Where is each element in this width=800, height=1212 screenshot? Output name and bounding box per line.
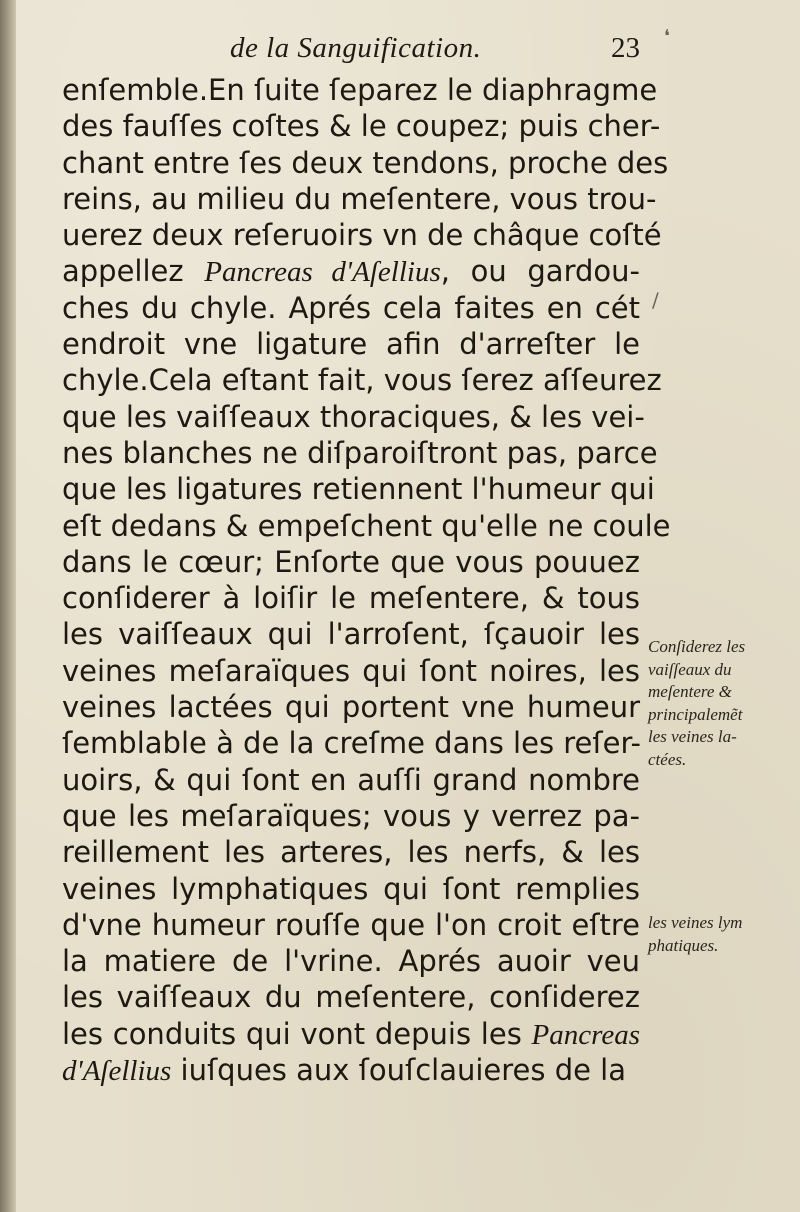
margin-note-line: Conſiderez les — [648, 637, 746, 656]
text-line: que les meſaraïques; vous y verrez pa- — [62, 798, 640, 833]
margin-note-vessels — [648, 636, 798, 771]
page-gutter-shadow — [0, 0, 16, 1212]
page-number: 23 — [611, 32, 640, 64]
ink-speck-mark: ❛ — [664, 26, 670, 47]
body-text — [62, 72, 671, 1088]
text-segment: , ou gardou- — [440, 254, 640, 289]
ink-stroke-mark: / — [652, 288, 659, 312]
text-line — [62, 1016, 640, 1052]
italic-term: Pancreas — [531, 1018, 640, 1051]
text-line: conſiderer à loiſir le meſentere, & tous — [62, 581, 640, 616]
margin-note-line: vaiſſeaux du — [648, 659, 732, 679]
text-line: dans le cœur; Enſorte que vous pouuez — [62, 544, 640, 579]
text-line: ſemblable à de la creſme dans les reſer- — [62, 726, 641, 761]
text-line: eſt dedans & empeſchent qu'elle ne coule — [62, 508, 671, 543]
text-line — [62, 1052, 640, 1088]
text-line: ches du chyle. Aprés cela faites en cét — [62, 290, 640, 325]
text-line: chyle.Cela eſtant fait, vous ſerez aſſeurez — [62, 363, 662, 398]
italic-term: Pancreas d'Aſellius — [204, 256, 441, 289]
text-segment: appellez — [62, 254, 205, 289]
text-segment: les conduits qui vont depuis les — [62, 1016, 532, 1051]
text-line: nes blanches ne diſparoiſtront pas, parce — [62, 435, 658, 470]
text-line: que les ligatures retiennent l'humeur qui — [62, 472, 655, 507]
text-line: veines meſaraïques qui ſont noires, les — [62, 653, 640, 688]
text-line: chant entre ſes deux tendons, proche des — [62, 145, 669, 180]
italic-term: d'Aſellius — [62, 1055, 172, 1088]
text-line: enſemble.En ſuite ſeparez le diaphragme — [62, 73, 658, 107]
margin-note-lymphatics — [648, 912, 798, 957]
text-line: la matiere de l'vrine. Aprés auoir veu — [62, 944, 640, 979]
text-line — [62, 253, 640, 289]
margin-note-line: les veines la- — [648, 727, 737, 746]
margin-note-line: les veines lym — [648, 913, 743, 932]
margin-note-line: ctées. — [648, 749, 687, 769]
text-line: endroit vne ligature afin d'arreſter le — [62, 327, 640, 362]
text-line: les vaiſſeaux qui l'arroſent, ſçauoir les — [62, 617, 640, 652]
running-head: de la Sanguification. — [230, 32, 482, 64]
text-line: uerez deux reſeruoirs vn de châque coſté — [62, 218, 662, 253]
text-line: que les vaiſſeaux thoraciques, & les vei- — [62, 399, 645, 434]
page-header — [60, 28, 640, 72]
text-line: uoirs, & qui ſont en auſſi grand nombre — [62, 762, 640, 797]
margin-note-line: meſentere & — [648, 682, 732, 701]
text-line: reins, au milieu du meſentere, vous trou- — [62, 181, 657, 216]
margin-note-line: phatiques. — [648, 935, 719, 955]
text-line: reillement les arteres, les nerfs, & les — [62, 835, 640, 870]
text-line: les vaiſſeaux du meſentere, conſiderez — [62, 980, 640, 1015]
text-segment: iuſques aux ſouſclauieres de la — [171, 1053, 627, 1088]
text-line: des fauſſes coſtes & le coupez; puis cher- — [62, 109, 661, 144]
text-line: d'vne humeur rouſſe que l'on croit eſtre — [62, 907, 640, 942]
text-line: veines lactées qui portent vne humeur — [62, 690, 640, 725]
margin-note-line: principalemẽt — [648, 704, 743, 724]
text-line: veines lymphatiques qui ſont remplies — [62, 871, 640, 906]
